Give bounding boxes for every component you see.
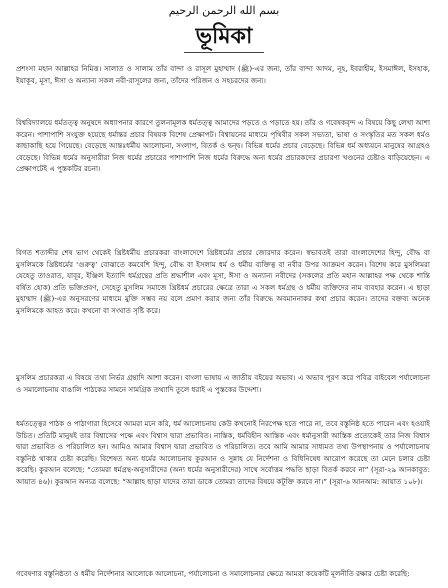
paragraph-missionaries: বিগত শতাব্দীর শেষ ভাগ থেকেই খ্রিষ্টধর্মীয় প্রচারকরা বাংলাদেশে খ্রিষ্টধর্মের প্রচার জোরদার করেন। স্বভাবতই তারা বাংলাদেশের হিন্দু, বৌদ্ধ বা মুসলিমকে খ্রিষ্টধর্মের ‘গুরুত্ব’ বোঝাতে কমবেশি হিন্দু, বৌদ্ধ বা ইসলাম ধর্ম ও ধর্মীয় ব্যক্তিত্ব বা নবীর উপর আক্রমণ করেন। বিশেষ করে মুসলিমরা যেহেতু তাওরাত, যাবূর, ইঞ্জিল ইত্যাদি ধর্মগ্রন্থের প্রতি শ্রদ্ধাশীল এবং মূসা, ঈসা ও অন্যান্য নবীদের (সকলের প্রতি মহান আল্লাহর পক্ষ থেকে শান্তি বর্ষিত হোক) প্রতি ভক্তিপ্রবণ, সেহেতু মুসলিম সমাজে খ্রিষ্টধর্ম প্রচারের ক্ষেত্রে তারা এ সকল ধর্মগ্রন্থ ও ধর্মীয় ব্যক্তিদের নাম ব্যবহার করেন। এ ছাড়া মুহাম্মাদ (ﷺ)-এর অনুসরণের মাধ্যমে মুক্তি সম্ভব নয় বলে প্রমাণ করার জন্য তাঁর বিরুদ্ধে অবমাননাকর কথা প্রচার করেন। তাদের বক্তব্য অনেক মুসলিমকে আহত করে। কখনো বা সংঘাত সৃষ্টি করে। xyxy=(16,248,430,315)
paragraph-background: বিশ্ববিদ্যালয়ে ধর্মতত্ত্ব অনুষদে অধ্যাপনার কারণে তুলনামূলক ধর্মতত্ত্ব আমাদের পড়তে ও পড়াতে হয়। তাঁর ও গবেষকবৃন্দ এ বিষয়ে কিছু লেখা আশা করেন। পাশাপাশি সংযুক্ত হয়েছে ধর্মান্তর প্রচার বিষয়ক বিশেষ প্রেক্ষাপট। বিশ্বায়নের মাধ্যমে পৃথিবীর সকল সভ্যতা, ভাষা ও সংস্কৃতির মত সকল ধর্মও কাছাকাছি হয়ে গিয়েছে। বেড়েছে আন্তঃধর্মীয় আলোচনা, সংলাপ, বিতর্ক ও দ্বন্দ্ব। বিভিন্ন ধর্মের প্রচার বেড়েছে। বিভিন্ন ধর্ম অধ্যয়নে মানুষের আগ্রহও বেড়েছে। বিভিন্ন ধর্মের অনুসারীরা নিজ ধর্মের প্রচারের পাশাপাশি নিজ ধর্মের বিরুদ্ধে অন্য ধর্মের প্রচারকদের প্রচারণা খণ্ডনের চেষ্টাও বাড়িয়েছেন। এ প্রেক্ষাপটেই এ পুস্তকটির রচনা। xyxy=(16,118,430,174)
page-title: ভূমিকা xyxy=(195,24,253,49)
paragraph-principles: গবেষণার বস্তুনিষ্ঠতা ও ধর্মীয় নির্দেশনার আলোকে আলোচনা, পর্যালোচনা ও সমালোচনার ক্ষেত্রে আমরা কয়েকটি মূলনীতি রক্ষার চেষ্টা করেছি: xyxy=(16,569,410,578)
paragraph-objectivity: ধর্মতত্ত্বের পাঠক ও পাঠাগারা হিসেবে আমরা মনে করি, ধর্ম আলোচনায় কেউ কখনোই নিরপেক্ষ হতে পারে না, তবে বস্তুনিষ্ঠ হতে পারেন এবং হওয়াই উচিত। প্রতিটি মানুষই তার বিশ্বাসের পক্ষে এবং বিশ্বাস দ্বারা প্রভাবিত। নাস্তিক, ধর্মবিহীন আস্তিক এবং ধর্মানুসারী আস্তিক প্রত্যেকেই তার নিজ বিশ্বাস দ্বারা প্রভাবিত ও পরিচালিত হন। আমিও আমার বিশ্বাস দ্বারা প্রভাবিত ও পরিচালিত। তবে আমি আমার সাধ্যমত তথ্য উপস্থাপনায় ও পর্যালোচনায় বস্তুনিষ্ঠ থাকার চেষ্টা করেছি। বিশেষত অন্য ধর্মের আলোচনায় কুরআন ও সুন্নাহ যে নির্দেশনা ও বিধিনিষেধ আরোপ করেছে তা মেনে চলার চেষ্টা করেছি। কুরআন বলেছে: “তোমরা ধর্মগ্রন্থ-অনুসারীদের (অন্য ধর্মের অনুসারীদের) সাথে সর্বোত্তম পদ্ধতি ছাড়া বিতর্ক করবে না” (সূরা-২৯ আনকাবুত: আয়াত ৪৬)। কুরআন অন্যত্র বলেছে: “আল্লাহ ছাড়া যাদের তারা ডাকে তোমরা তাদের বিষয়ে কটূক্তি করবে না।” (সূরা-৬ আনআম: আয়াত ১০৮)। xyxy=(16,419,430,486)
paragraph-purpose: মুসলিম প্রচারকরা এ বিষয়ে তথ্য নির্ভর গ্রন্থাদি আশা করেন। বাংলা ভাষায় এ জাতীয় বইয়ের অভাব। এ অভাব পূরণ করে পবিত্র বাইবেল পর্যালোচনা ও সমালোচনায় বাঙালি পাঠকের সামনে সামগ্রিক তথ্যাদি তুলে ধরাই এ পুস্তকের উদ্দেশ্য। xyxy=(16,373,430,394)
paragraph-praise: প্রশংসা মহান আল্লাহর নিমিত্ত। সালাত ও সালাম তাঁর বান্দা ও রাসূল মুহাম্মাদ (ﷺ)-এর জন্য, তাঁর বান্দা আদম, নূহ, ইবরাহীম, ইসমাঈল, ইসহাক, ইয়াকূব, মূসা, ঈসা ও অন্যান্য সকল নবী-রাসূলের জন্য, তাঁদের পরিজন ও সহচরদের জন্য। xyxy=(16,64,430,85)
title-underline xyxy=(184,52,264,53)
bismillah-calligraphy: بسم الله الرحمن الرحيم xyxy=(168,4,280,17)
